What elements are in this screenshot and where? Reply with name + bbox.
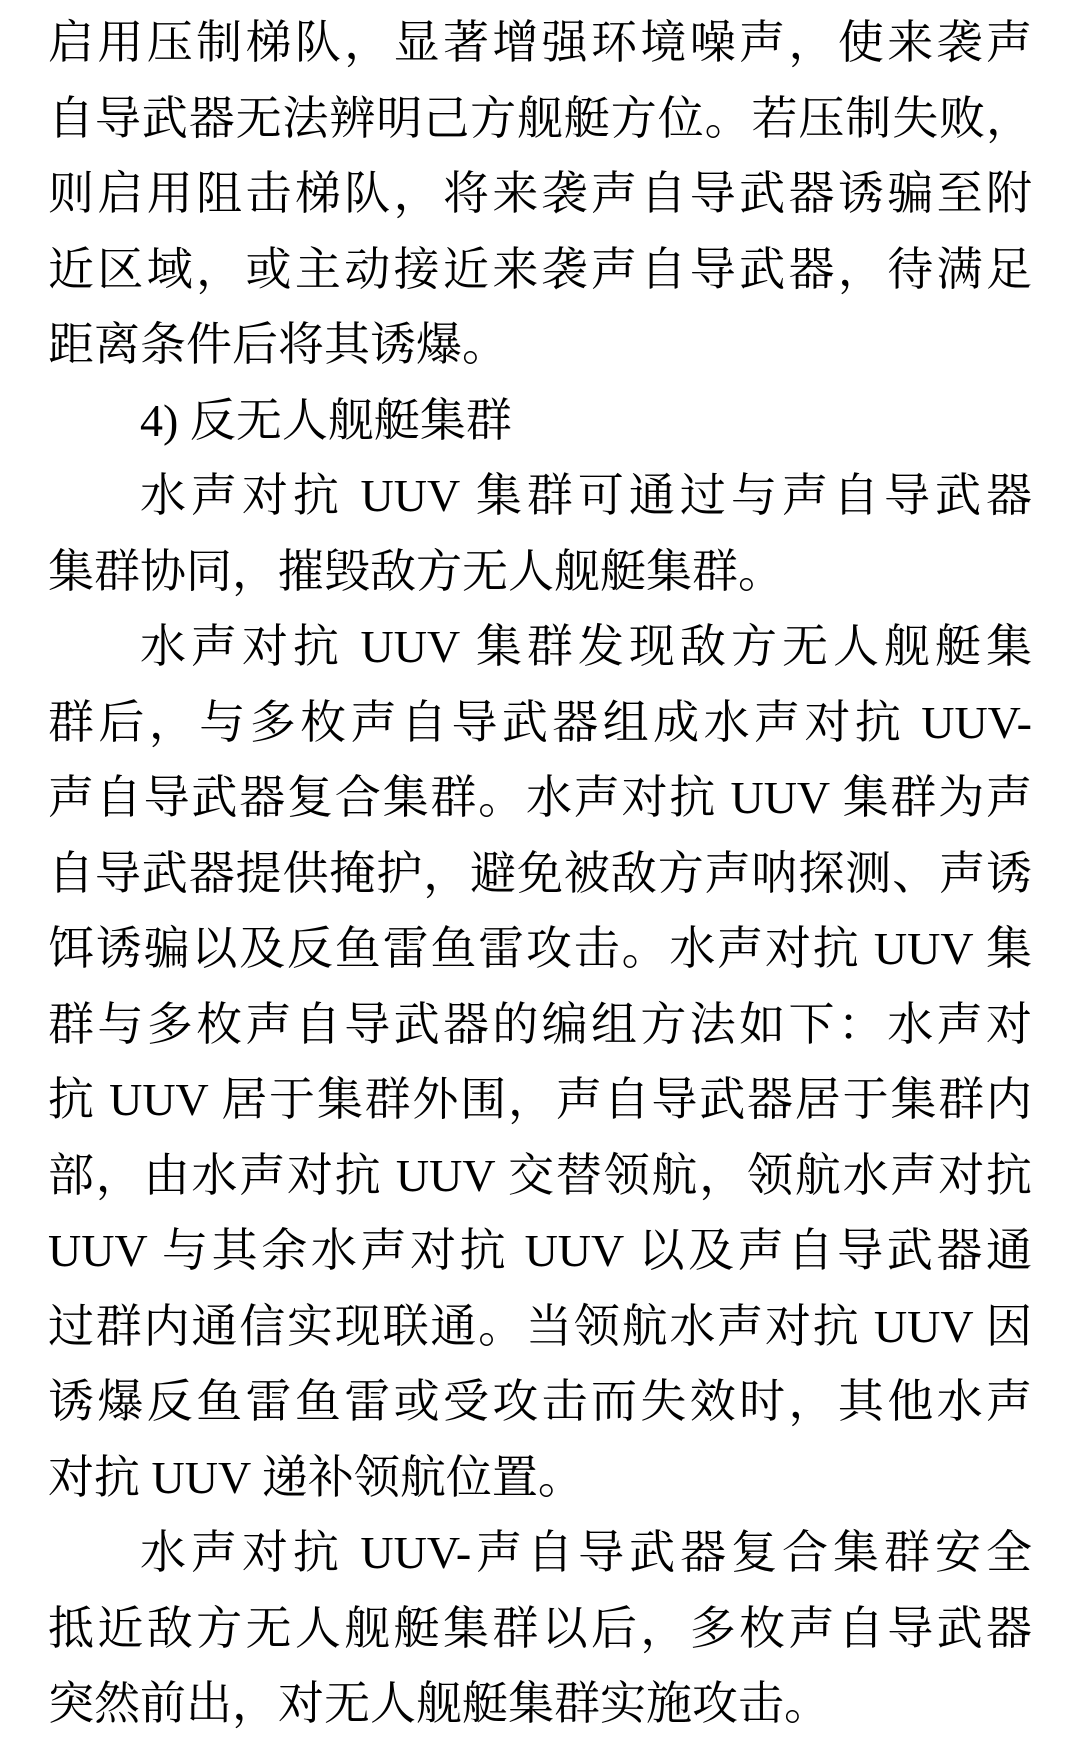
text-line: 水声对抗 UUV 集群发现敌方无人舰艇集 bbox=[140, 621, 1032, 672]
text-line: 抵近敌方无人舰艇集群以后，多枚声自导武器 bbox=[48, 1602, 1032, 1654]
text-line: 自导武器无法辨明己方舰艇方位。若压制失败， bbox=[48, 92, 1032, 144]
text-line: 启用压制梯队，显著增强环境噪声，使来袭声 bbox=[48, 17, 1032, 68]
text-line: 饵诱骗以及反鱼雷鱼雷攻击。水声对抗 UUV 集 bbox=[48, 923, 1032, 974]
text-line: 抗 UUV 居于集群外围，声自导武器居于集群内 bbox=[48, 1074, 1032, 1125]
text-line: 则启用阻击梯队，将来袭声自导武器诱骗至附 bbox=[48, 168, 1032, 219]
text-line: 自导武器提供掩护，避免被敌方声呐探测、声诱 bbox=[48, 847, 1032, 899]
text-line: 集群协同，摧毁敌方无人舰艇集群。 bbox=[48, 545, 784, 597]
text-line: 4) 反无人舰艇集群 bbox=[140, 394, 512, 446]
text-line: 突然前出，对无人舰艇集群实施攻击。 bbox=[48, 1678, 830, 1729]
text-line: 部，由水声对抗 UUV 交替领航，领航水声对抗 bbox=[48, 1149, 1032, 1201]
text-column bbox=[48, 5, 1032, 1742]
text-line: 群与多枚声自导武器的编组方法如下：水声对 bbox=[48, 998, 1032, 1050]
text-line: 水声对抗 UUV-声自导武器复合集群安全 bbox=[140, 1527, 1032, 1578]
text-line: UUV 与其余水声对抗 UUV 以及声自导武器通 bbox=[48, 1225, 1032, 1276]
text-line: 过群内通信实现联通。当领航水声对抗 UUV 因 bbox=[48, 1300, 1032, 1352]
text-line: 对抗 UUV 递补领航位置。 bbox=[48, 1451, 584, 1503]
text-line: 近区域，或主动接近来袭声自导武器，待满足 bbox=[48, 243, 1032, 295]
text-line: 声自导武器复合集群。水声对抗 UUV 集群为声 bbox=[48, 772, 1032, 823]
text-line: 距离条件后将其诱爆。 bbox=[48, 319, 508, 370]
text-line: 水声对抗 UUV 集群可通过与声自导武器 bbox=[140, 470, 1032, 521]
text-line: 群后，与多枚声自导武器组成水声对抗 UUV- bbox=[48, 696, 1032, 748]
text-line: 诱爆反鱼雷鱼雷或受攻击而失效时，其他水声 bbox=[48, 1376, 1032, 1427]
